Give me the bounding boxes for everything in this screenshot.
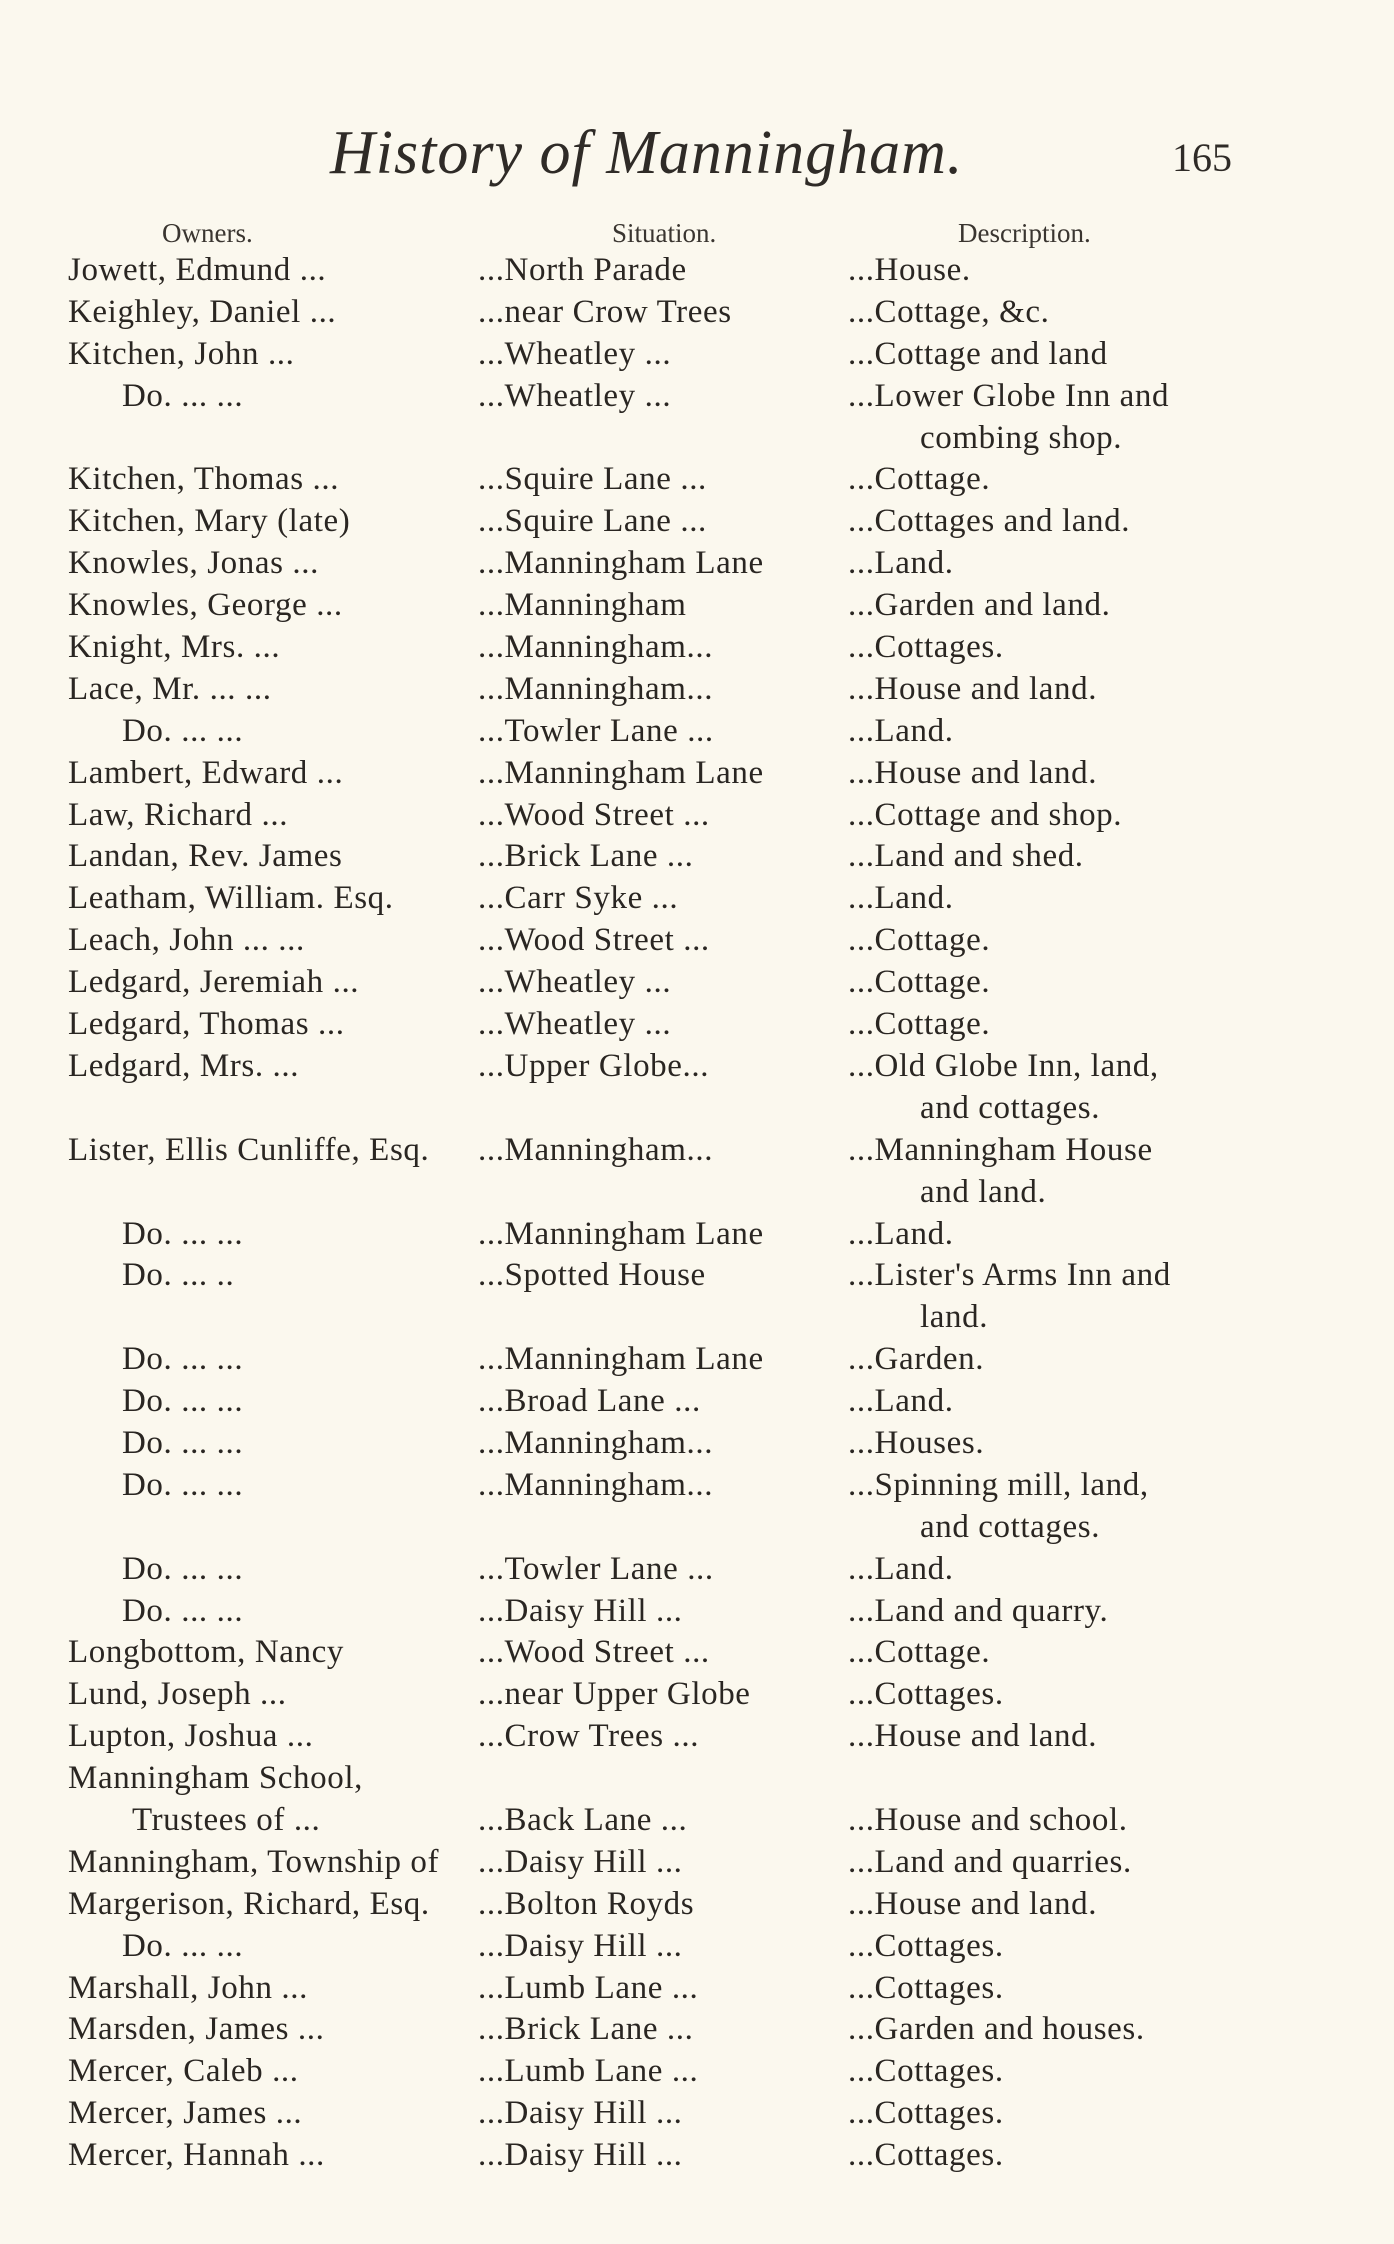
- owner-cell: Do. ... ...: [122, 1592, 244, 1629]
- description-cell: ...Land.: [848, 1383, 954, 1420]
- table-row: [0, 1467, 1394, 1551]
- owner-cell: Leach, John ... ...: [68, 922, 305, 959]
- owner-cell: Marshall, John ...: [68, 1969, 308, 2006]
- situation-cell: ...Wood Street ...: [478, 1634, 710, 1671]
- table-row: [0, 671, 1394, 713]
- owner-cell: Do. ... ...: [122, 1927, 244, 1964]
- table-row: [0, 1676, 1394, 1718]
- description-cell: ...Lister's Arms Inn and: [848, 1257, 1171, 1294]
- situation-cell: ...North Parade: [478, 252, 687, 288]
- table-row: [0, 1132, 1394, 1216]
- column-headings: [0, 218, 1394, 254]
- situation-cell: ...Manningham...: [478, 1131, 714, 1168]
- description-cell: ...Cottages.: [848, 629, 1004, 666]
- owner-cell: Landan, Rev. James: [68, 838, 343, 875]
- owner-cell: Do. ... ...: [122, 377, 244, 414]
- description-cell: ...Land.: [848, 1550, 954, 1587]
- owner-cell: Manningham, Township of: [68, 1843, 440, 1880]
- owner-cell: Kitchen, John ...: [68, 335, 295, 372]
- situation-cell: ...Lumb Lane ...: [478, 2053, 699, 2090]
- situation-cell: ...Wheatley ...: [478, 1006, 672, 1043]
- owner-cell: Do. ... ...: [122, 1425, 244, 1461]
- owners-table: [0, 252, 1394, 2179]
- description-cell: ...Garden.: [848, 1341, 985, 1378]
- description-cell: ...Land.: [848, 712, 954, 749]
- situation-cell: ...Upper Globe...: [478, 1047, 710, 1084]
- description-heading: Description.: [958, 218, 1091, 248]
- table-row: [0, 2137, 1394, 2179]
- owner-cell: Do. ... ...: [122, 1383, 244, 1420]
- description-cell: ...Cottages.: [848, 1676, 1004, 1713]
- situation-cell: ...Towler Lane ...: [478, 712, 714, 749]
- description-cell: ...Houses.: [848, 1425, 985, 1461]
- owner-cell: Do. ... ..: [122, 1257, 235, 1294]
- situation-heading: Situation.: [612, 218, 717, 248]
- table-row: [0, 2095, 1394, 2137]
- table-row: [0, 1383, 1394, 1425]
- table-row: [0, 2053, 1394, 2095]
- situation-cell: ...Brick Lane ...: [478, 2011, 694, 2048]
- description-cell: ...House and school.: [848, 1802, 1128, 1839]
- description-cell: ...Cottages.: [848, 2095, 1004, 2132]
- description-cell: ...Land.: [848, 1215, 954, 1252]
- table-row: [0, 713, 1394, 755]
- owner-cell: Ledgard, Mrs. ...: [68, 1047, 300, 1084]
- situation-cell: ...Manningham...: [478, 670, 714, 707]
- description-cell: ...Cottage and shop.: [848, 796, 1123, 833]
- table-row: [0, 252, 1394, 294]
- table-row: [0, 629, 1394, 671]
- description-cell: ...Spinning mill, land,: [848, 1466, 1149, 1503]
- description-cell: ...Land and shed.: [848, 838, 1084, 875]
- description-cell: ...Cottages.: [848, 1969, 1004, 2006]
- description-cell: ...Cottage.: [848, 922, 991, 959]
- owner-cell: Knight, Mrs. ...: [68, 629, 281, 666]
- owner-cell: Jowett, Edmund ...: [68, 252, 327, 288]
- table-row: [0, 1216, 1394, 1258]
- owner-cell: Ledgard, Jeremiah ...: [68, 964, 360, 1001]
- owner-cell: Knowles, Jonas ...: [68, 545, 319, 582]
- owner-cell: Margerison, Richard, Esq.: [68, 1885, 430, 1922]
- description-cell: ...House.: [848, 252, 971, 288]
- description-cell: ...Cottage.: [848, 1006, 991, 1043]
- situation-cell: ...Daisy Hill ...: [478, 1927, 683, 1964]
- description-continuation: and land.: [920, 1173, 1047, 1210]
- situation-cell: ...Daisy Hill ...: [478, 2137, 683, 2174]
- situation-cell: ...Squire Lane ...: [478, 461, 707, 498]
- description-cell: ...Cottage.: [848, 964, 991, 1001]
- description-cell: ...Garden and houses.: [848, 2011, 1145, 2048]
- owner-cell: Do. ... ...: [122, 712, 244, 749]
- situation-cell: ...Daisy Hill ...: [478, 1843, 683, 1880]
- table-row: [0, 1634, 1394, 1676]
- situation-cell: ...Wheatley ...: [478, 964, 672, 1001]
- owner-cell: Do. ... ...: [122, 1550, 244, 1587]
- owner-cell: Longbottom, Nancy: [68, 1634, 344, 1671]
- owner-cell: Law, Richard ...: [68, 796, 289, 833]
- table-row: [0, 1425, 1394, 1467]
- description-cell: ...Manningham House: [848, 1131, 1153, 1168]
- owner-cell: Mercer, Hannah ...: [68, 2137, 325, 2174]
- table-row: [0, 922, 1394, 964]
- situation-cell: ...Squire Lane ...: [478, 503, 707, 540]
- table-row: [0, 1760, 1394, 1802]
- description-cell: ...Cottage.: [848, 461, 991, 498]
- situation-cell: ...Broad Lane ...: [478, 1383, 701, 1420]
- situation-cell: ...near Crow Trees: [478, 293, 732, 330]
- description-cell: ...House and land.: [848, 670, 1098, 707]
- owner-cell: Leatham, William. Esq.: [68, 880, 394, 917]
- situation-cell: ...Manningham Lane: [478, 1341, 764, 1378]
- situation-cell: ...Manningham Lane: [478, 1215, 764, 1252]
- owner-cell: Lister, Ellis Cunliffe, Esq.: [68, 1131, 430, 1168]
- owner-cell: Knowles, George ...: [68, 587, 343, 624]
- description-cell: ...House and land.: [848, 1718, 1098, 1755]
- table-row: [0, 1886, 1394, 1928]
- description-cell: ...Cottage, &c.: [848, 293, 1050, 330]
- owner-cell: Lambert, Edward ...: [68, 754, 344, 791]
- owner-cell: Lupton, Joshua ...: [68, 1718, 314, 1755]
- description-cell: ...House and land.: [848, 1885, 1098, 1922]
- situation-cell: ...Crow Trees ...: [478, 1718, 700, 1755]
- description-cell: ...Cottages and land.: [848, 503, 1131, 540]
- description-cell: ...House and land.: [848, 754, 1098, 791]
- description-cell: ...Old Globe Inn, land,: [848, 1047, 1159, 1084]
- owner-cell: Do. ... ...: [122, 1341, 244, 1378]
- table-row: [0, 1928, 1394, 1970]
- situation-cell: ...Manningham...: [478, 629, 714, 666]
- description-continuation: combing shop.: [920, 419, 1123, 456]
- table-row: [0, 1802, 1394, 1844]
- owner-cell: Do. ... ...: [122, 1215, 244, 1252]
- table-row: [0, 2011, 1394, 2053]
- description-cell: ...Cottage and land: [848, 335, 1108, 372]
- table-row: [0, 1551, 1394, 1593]
- owner-cell: Ledgard, Thomas ...: [68, 1006, 345, 1043]
- situation-cell: ...Towler Lane ...: [478, 1550, 714, 1587]
- table-row: [0, 797, 1394, 839]
- owner-cell: Do. ... ...: [122, 1466, 244, 1503]
- description-continuation: and cottages.: [920, 1508, 1101, 1545]
- owner-cell: Keighley, Daniel ...: [68, 293, 337, 330]
- situation-cell: ...Brick Lane ...: [478, 838, 694, 875]
- owner-cell: Lund, Joseph ...: [68, 1676, 287, 1713]
- situation-cell: ...Daisy Hill ...: [478, 2095, 683, 2132]
- table-row: [0, 587, 1394, 629]
- description-cell: ...Garden and land.: [848, 587, 1111, 624]
- owner-cell: Manningham School,: [68, 1760, 363, 1797]
- page-number: 165: [1172, 135, 1232, 180]
- owner-cell: Trustees of ...: [132, 1802, 321, 1839]
- table-row: [0, 461, 1394, 503]
- situation-cell: ...Back Lane ...: [478, 1802, 688, 1839]
- description-cell: ...Cottages.: [848, 1927, 1004, 1964]
- situation-cell: ...Carr Syke ...: [478, 880, 679, 917]
- situation-cell: ...Daisy Hill ...: [478, 1592, 683, 1629]
- owner-cell: Lace, Mr. ... ...: [68, 670, 272, 707]
- owner-cell: Kitchen, Mary (late): [68, 503, 351, 540]
- description-cell: ...Cottages.: [848, 2137, 1004, 2174]
- owners-heading: Owners.: [162, 218, 253, 248]
- situation-cell: ...Bolton Royds: [478, 1885, 695, 1922]
- owner-cell: Mercer, James ...: [68, 2095, 303, 2132]
- table-row: [0, 545, 1394, 587]
- owner-cell: Mercer, Caleb ...: [68, 2053, 299, 2090]
- table-row: [0, 880, 1394, 922]
- description-continuation: land.: [920, 1299, 989, 1336]
- situation-cell: ...Manningham Lane: [478, 754, 764, 791]
- table-row: [0, 1844, 1394, 1886]
- situation-cell: ...Wood Street ...: [478, 796, 710, 833]
- description-cell: ...Cottages.: [848, 2053, 1004, 2090]
- description-cell: ...Lower Globe Inn and: [848, 377, 1170, 414]
- table-row: [0, 503, 1394, 545]
- situation-cell: ...near Upper Globe: [478, 1676, 751, 1713]
- running-title: History of Manningham.: [330, 119, 964, 187]
- situation-cell: ...Manningham...: [478, 1466, 714, 1503]
- table-row: [0, 838, 1394, 880]
- owner-cell: Marsden, James ...: [68, 2011, 325, 2048]
- situation-cell: ...Manningham...: [478, 1425, 714, 1461]
- situation-cell: ...Wood Street ...: [478, 922, 710, 959]
- table-row: [0, 1718, 1394, 1760]
- description-continuation: and cottages.: [920, 1089, 1101, 1126]
- table-row: [0, 378, 1394, 462]
- table-row: [0, 755, 1394, 797]
- description-cell: ...Land and quarries.: [848, 1843, 1132, 1880]
- situation-cell: ...Wheatley ...: [478, 335, 672, 372]
- table-row: [0, 964, 1394, 1006]
- table-row: [0, 1257, 1394, 1341]
- situation-cell: ...Wheatley ...: [478, 377, 672, 414]
- table-row: [0, 336, 1394, 378]
- table-row: [0, 1006, 1394, 1048]
- table-row: [0, 1048, 1394, 1132]
- situation-cell: ...Manningham Lane: [478, 545, 764, 582]
- description-cell: ...Land.: [848, 880, 954, 917]
- table-row: [0, 1593, 1394, 1635]
- description-cell: ...Cottage.: [848, 1634, 991, 1671]
- description-cell: ...Land and quarry.: [848, 1592, 1109, 1629]
- table-row: [0, 1341, 1394, 1383]
- table-row: [0, 294, 1394, 336]
- owner-cell: Kitchen, Thomas ...: [68, 461, 340, 498]
- description-cell: ...Land.: [848, 545, 954, 582]
- page-header: [0, 118, 1394, 198]
- situation-cell: ...Lumb Lane ...: [478, 1969, 699, 2006]
- situation-cell: ...Spotted House: [478, 1257, 706, 1294]
- table-row: [0, 1970, 1394, 2012]
- situation-cell: ...Manningham: [478, 587, 687, 624]
